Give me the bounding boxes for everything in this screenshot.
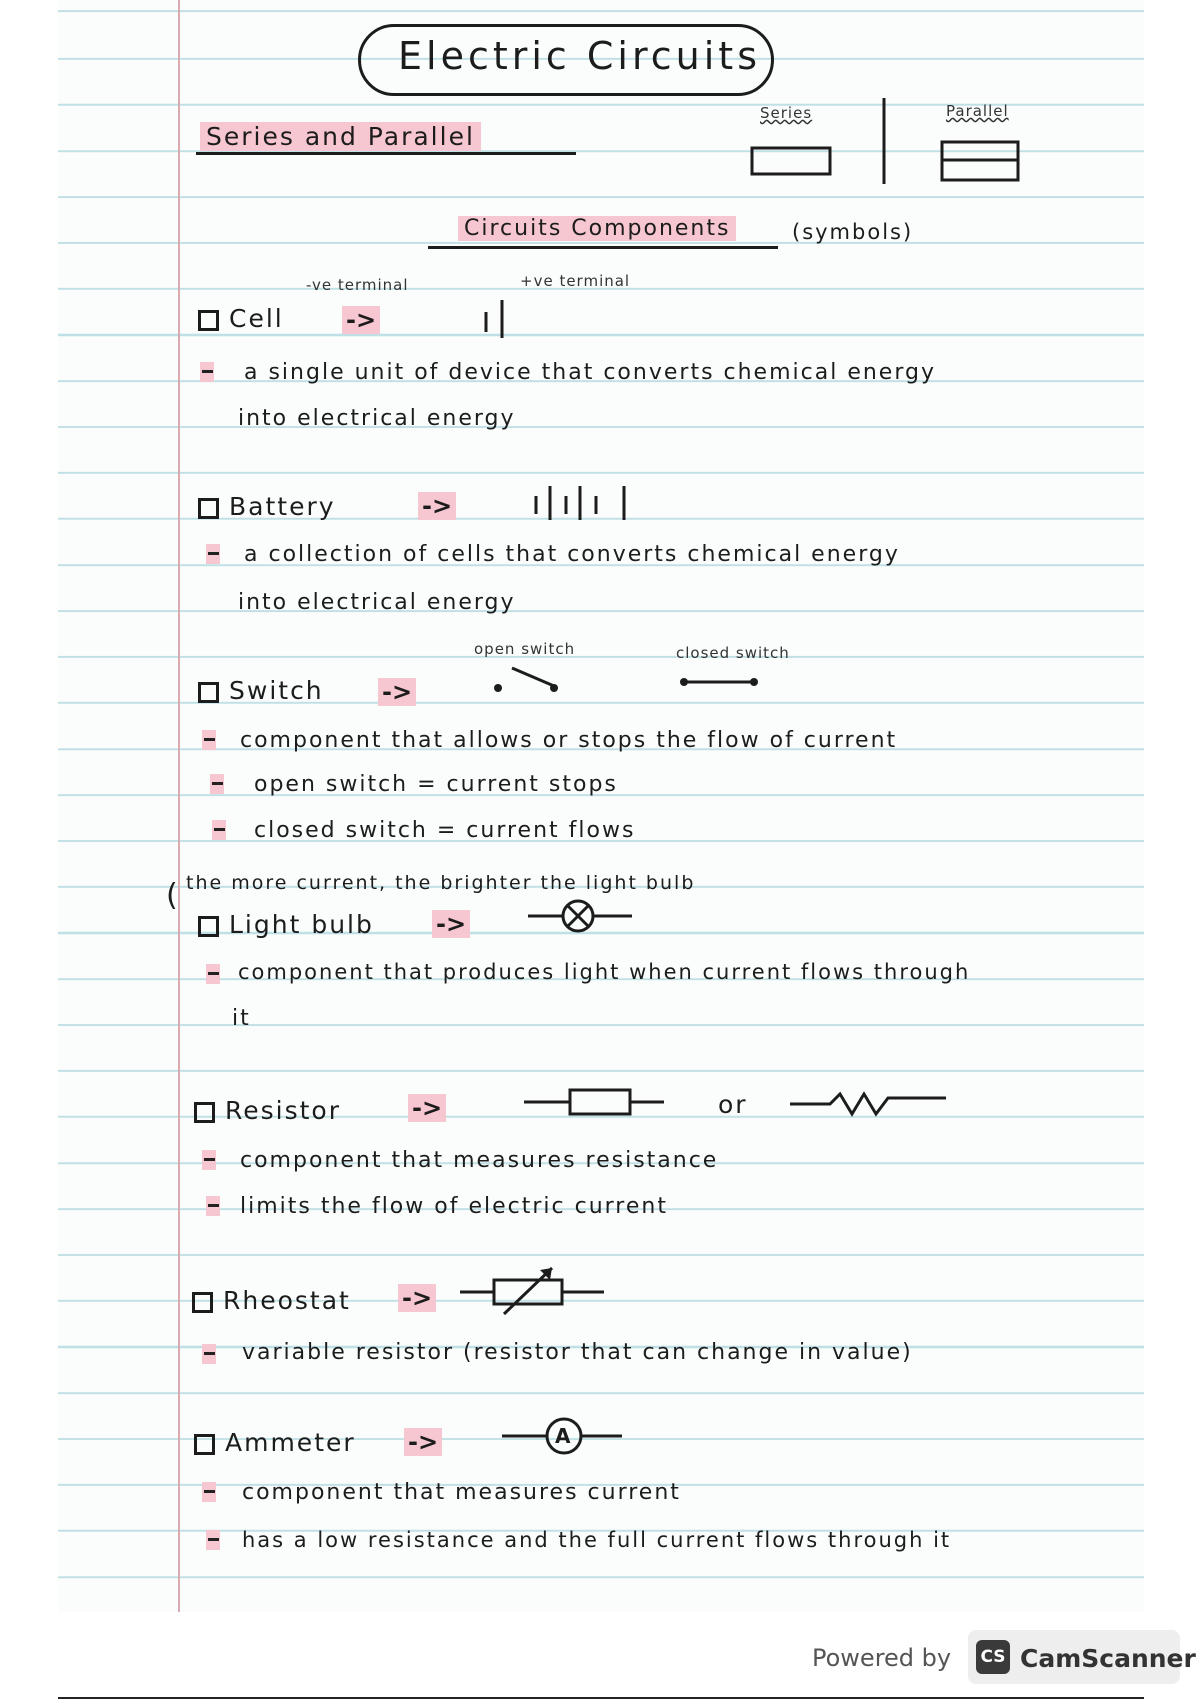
dash-bullet [206, 1530, 220, 1550]
light-bulb-label: Light bulb [229, 910, 374, 939]
ammeter-desc-line2: has a low resistance and the full current flows through it [242, 1528, 952, 1552]
ammeter-symbol-letter: A [555, 1424, 571, 1448]
components-note: (symbols) [792, 220, 914, 244]
closed-switch-label: closed switch [676, 644, 790, 662]
pos-terminal-label: +ve terminal [520, 272, 631, 290]
battery-desc-line1: a collection of cells that converts chemical energy [244, 542, 900, 567]
switch-desc-line2: open switch = current stops [254, 772, 618, 797]
rheostat-desc-line1: variable resistor (resistor that can change in value) [242, 1340, 913, 1365]
cell-label: Cell [229, 304, 284, 333]
cell-desc-line2: into electrical energy [238, 406, 516, 431]
ammeter-desc-line1: component that measures current [242, 1480, 681, 1505]
camscanner-brand: CamScanner [1020, 1644, 1196, 1673]
camscanner-logo-icon: CS [976, 1640, 1010, 1674]
resistor-desc-line1: component that measures resistance [240, 1148, 719, 1173]
switch-label: Switch [229, 676, 324, 705]
cell-desc-line1: a single unit of device that converts chemical energy [244, 360, 936, 385]
arrow-icon: -> [432, 910, 470, 938]
ammeter-label: Ammeter [225, 1428, 356, 1457]
light-bulb-note: the more current, the brighter the light bulb [186, 872, 696, 894]
arrow-icon: -> [342, 306, 380, 334]
resistor-desc-line2: limits the flow of electric current [240, 1194, 668, 1219]
arrow-icon: -> [418, 492, 456, 520]
arrow-icon: -> [404, 1428, 442, 1456]
bracket-icon: ( [166, 878, 178, 913]
neg-terminal-label: -ve terminal [306, 276, 409, 294]
light-bulb-desc-line2: it [232, 1006, 251, 1031]
arrow-icon: -> [378, 678, 416, 706]
open-switch-label: open switch [474, 640, 576, 658]
resistor-or: or [718, 1090, 748, 1119]
footer-divider [58, 1697, 1144, 1699]
resistor-label: Resistor [225, 1096, 341, 1125]
switch-desc-line1: component that allows or stops the flow of current [240, 728, 898, 753]
battery-desc-line2: into electrical energy [238, 590, 516, 615]
light-bulb-desc-line1: component that produces light when current flows through [238, 960, 971, 984]
arrow-icon: -> [408, 1094, 446, 1122]
battery-label: Battery [229, 492, 336, 521]
dash-bullet [202, 1482, 216, 1502]
parallel-label: Parallel [946, 102, 1009, 120]
powered-by-text: Powered by [812, 1644, 952, 1672]
arrow-icon: -> [398, 1284, 436, 1312]
switch-desc-line3: closed switch = current flows [254, 818, 636, 843]
series-label: Series [760, 104, 813, 122]
components-heading: Circuits Components [458, 216, 736, 241]
rheostat-label: Rheostat [223, 1286, 351, 1315]
section-heading: Series and Parallel [200, 122, 481, 151]
page-title: Electric Circuits [398, 34, 762, 78]
